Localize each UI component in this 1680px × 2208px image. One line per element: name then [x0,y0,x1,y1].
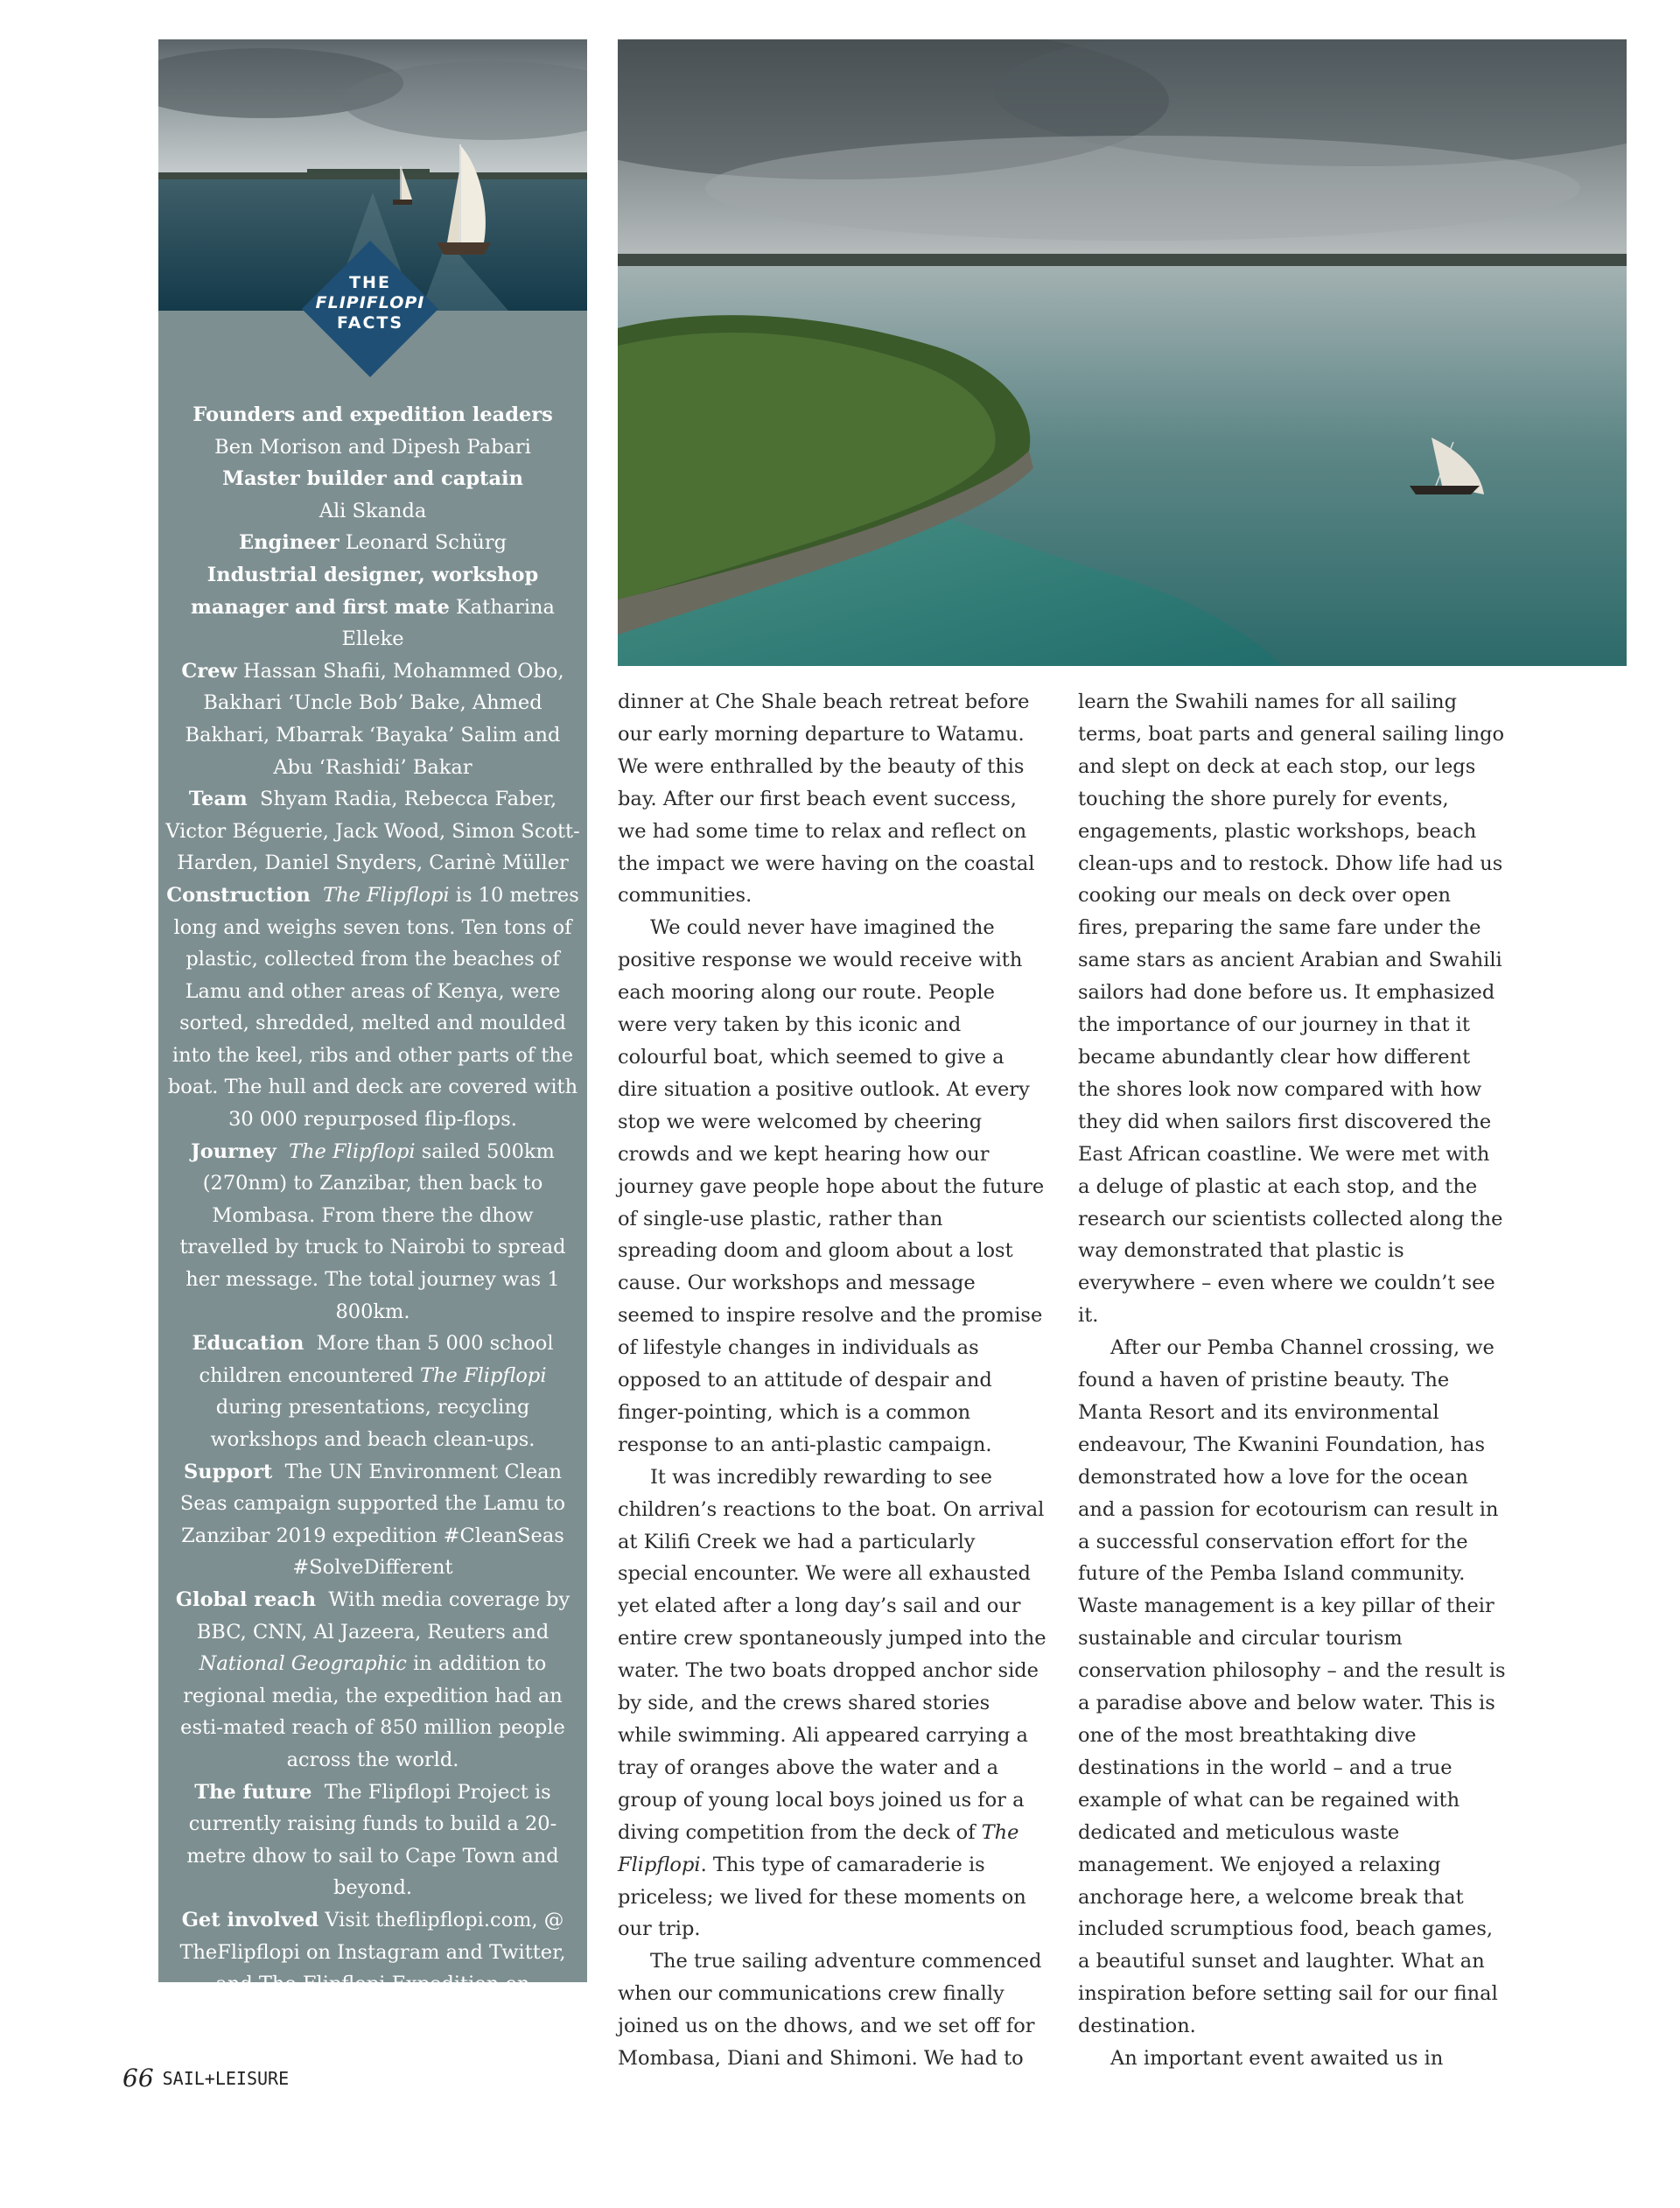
fact-founders: Founders and expedition leaders Ben Morison and Dipesh Pabari [192,403,553,459]
fact-industrial-designer: Industrial designer, workshop manager and first mate Katharina Elleke [191,563,555,651]
col2-paragraph-1: learn the Swahili names for all sailing terms, boat parts and general sailing lingo and slept on deck at each stop, our legs touching the shore purely for events, engagements, plastic workshops, beach clean-ups and to restock. Dhow life had us cooking our meals on deck over open fires, preparing the same fare under the same stars as ancient Arabian and Swahili sailors had done before us. It emphasized the importance of our journey in that it became abundantly clear how different the shores look now compared with how they did when sailors first discovered the East African coastline. We were met with a deluge of plastic at each stop, and the research our scientists collected along the way demonstrated that plastic is everywhere – even where we couldn’t see it. [1078,690,1505,1328]
badge-line-1: THE [349,273,391,292]
article-column-2 [1078,686,1507,2075]
col1-paragraph-4: The true sailing adventure commenced when our communications crew finally joined us on the dhows, and we set off for Mombasa, Diani and Shimoni. We had to [618,1950,1042,2071]
magazine-brand: SAIL+LEISURE [162,2068,290,2089]
col2-paragraph-2: After our Pemba Channel crossing, we found a haven of pristine beauty. The Manta Resort and its environmental endeavour, The Kwanini Foundation, has demonstrated how a love for the ocean and a passion for ecotourism can result in a successful conservation effort for the future of the Pemba Island community. Waste management is a key pillar of their sustainable and circular tourism conservation philosophy – and the result is a paradise above and below water. This is one of the most breathtaking dive destinations in the world – and a true example of what can be regained with dedicated and meticulous waste management. We enjoyed a relaxing anchorage here, a welcome break that included scrumptious food, beach games, a beautiful sunset and laughter. What an inspiration before setting sail for our final destination. [1078,1336,1506,2038]
col2-paragraph-3: An important event awaited us in [1110,2047,1444,2071]
fact-future: The future The Flipflopi Project is currently raising funds to build a 20-metre dhow to sail to Cape Town and beyond. [186,1780,559,1900]
badge-line-3: FACTS [336,313,404,333]
fact-team: Team Shyam Radia, Rebecca Faber, Victor Béguerie, Jack Wood, Simon Scott-Harden, Daniel Snyders, Carinè Müller [165,788,580,875]
article-column-1 [618,686,1046,2075]
col1-paragraph-1: dinner at Che Shale beach retreat before our early morning departure to Watamu. We were enthralled by the beauty of this bay. After our first beach event success, we had some time to relax and reflect on the impact we were having on the coastal communities. [618,690,1035,908]
fact-crew: Crew Hassan Shafii, Mohammed Obo, Bakhari ‘Uncle Bob’ Bake, Ahmed Bakhari, Mbarrak ‘Bayaka’ Salim and Abu ‘Rashidi’ Bakar [181,659,564,779]
fact-master-builder: Master builder and captain Ali Skanda [222,467,523,522]
badge-line-2: FLIPIFLOPI [315,293,425,312]
col1-paragraph-2: We could never have imagined the positive response we would receive with each mooring along our route. People were very taken by this iconic and colourful boat, which seemed to give a dire situation a positive outlook. At every stop we were welcomed by cheering crowds and we kept hearing how our journey gave people hope about the future of single-use plastic, rather than spreading doom and gloom about a lost cause. Our workshops and message seemed to inspire resolve and the promise of lifestyle changes in individuals as opposed to an attitude of despair and finger-pointing, which is a common response to an anti-plastic campaign. [618,916,1045,1456]
col1-paragraph-3: It was incredibly rewarding to see children’s reactions to the boat. On arrival at Kilifi Creek we had a particularly special encounter. We were all exhausted yet elated after a long day’s sail and our entire crew spontaneously jumped into the water. The two boats dropped anchor side by side, and the crews shared stories while swimming. Ali appeared carrying a tray of oranges above the water and a group of young local boys joined us for a diving competition from the deck of The Flipflopi. This type of camaraderie is priceless; we lived for these moments on our trip. [618,1465,1046,1941]
badge-title [302,273,438,333]
page-footer [122,2064,289,2092]
fact-support: Support The UN Environment Clean Seas campaign supported the Lamu to Zanzibar 2019 expedition #CleanSeas #SolveDifferent [179,1460,566,1580]
fact-education: Education More than 5 000 school children encountered The Flipflopi during presentations, recycling workshops and beach clean-ups. [192,1332,554,1451]
page-number: 66 [122,2064,154,2092]
fact-get-involved: Get involved Visit theflipflopi.com, @ TheFlipflopi on Instagram and Twitter, and The Flipflopi Expedition on Facebook #plasticrevolution [179,1908,566,2028]
aerial-island-photo [618,39,1627,666]
fact-journey: Journey The Flipflopi sailed 500km (270nm) to Zanzibar, then back to Mombasa. From there the dhow travelled by truck to Nairobi to spread her message. The total journey was 1 800km. [179,1139,566,1323]
fact-construction: Construction The Flipflopi is 10 metres long and weighs seven tons. Ten tons of plastic, collected from the beaches of Lamu and other areas of Kenya, were sorted, shredded, melted and moulded into the keel, ribs and other parts of the boat. The hull and deck are covered with 30 000 repurposed flip-flops. [166,883,579,1132]
fact-global-reach: Global reach With media coverage by BBC, CNN, Al Jazeera, Reuters and National Geographic in addition to regional media, the expedition had an esti-mated reach of 850 million people across the world. [175,1588,570,1771]
facts-list [165,399,580,2032]
fact-engineer: Engineer Leonard Schürg [239,531,507,555]
